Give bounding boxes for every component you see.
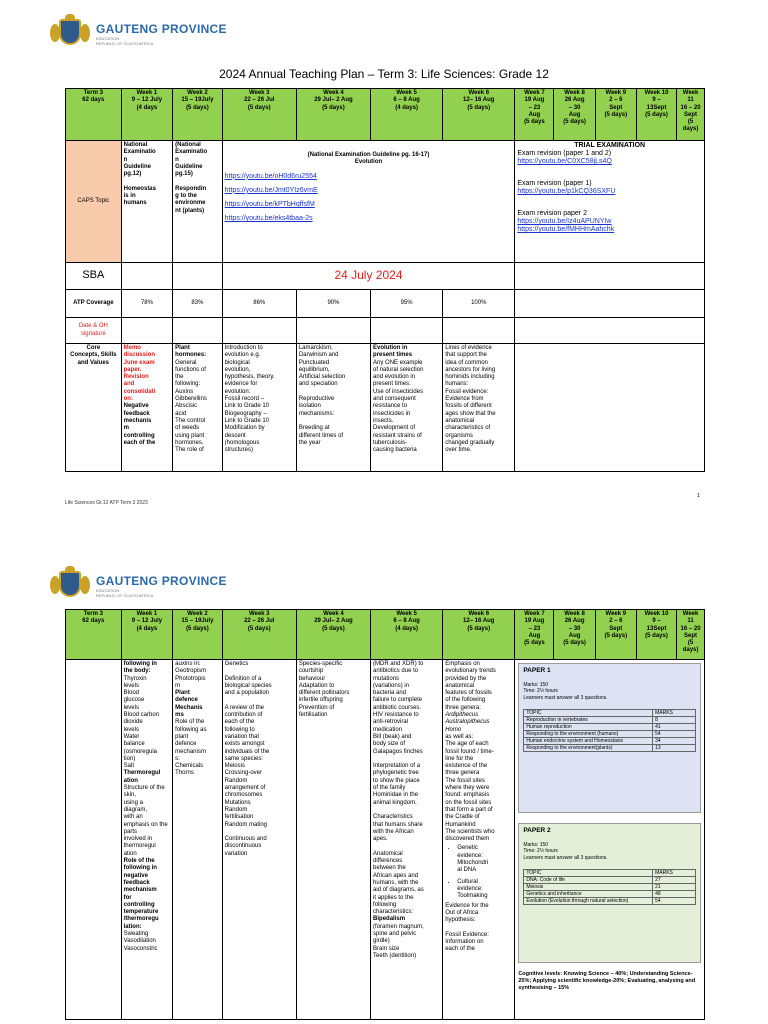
atp-value: 100% xyxy=(443,290,515,318)
week-header: Week 8 26 Aug – 30 Aug (5 days) xyxy=(554,89,595,141)
week-header: Week 3 22 – 26 Jul (5 days) xyxy=(222,610,296,660)
atp-value: 90% xyxy=(296,290,370,318)
exam-info-cell xyxy=(515,660,705,1020)
logo-name: GAUTENG PROVINCE xyxy=(96,21,227,36)
footer-text: Life Sciences Gr.12 ATP Term 3 2023 xyxy=(65,500,148,506)
week-header: Week 11 16 – 20 Sept (5 days) xyxy=(677,89,705,141)
logo xyxy=(50,566,227,606)
caps-week2: (National Examinatio n Guideline pg.15) Respondin g to the environme nt (plants) xyxy=(173,141,222,263)
week-header: Week 4 29 Jul– 2 Aug (5 days) xyxy=(296,610,370,660)
core-week6-continued: Emphasis on evolutionary trends provided by the anatomical features of fossils of the following three genera: Ardipithecus Australopithecus Homo as well as: The age of each fossil found / time- line for the existence of the three genera The fossil sites where they were found: emphasis on the fossil sites that form a part of the Cradle of Humankind The scientists who discovered them • Genetic evidence: Mitochondri al DNA • Cultural evidence: Toolmaking Evidence for the Out of Africa hypothesis: Fossil Evidence: Information on each of the xyxy=(443,660,515,1020)
trial-title: TRIAL EXAMINATION xyxy=(574,142,646,149)
week-header: Week 5 6 – 8 Aug (4 days) xyxy=(371,89,443,141)
caps-week1: National Examinatio n Guideline pg.12) Homeostas is in humans xyxy=(121,141,173,263)
coat-of-arms-icon xyxy=(50,566,90,606)
week-header: Week 4 29 Jul– 2 Aug (5 days) xyxy=(296,89,370,141)
list-item: • Cultural evidence: Toolmaking xyxy=(457,879,512,901)
video-link[interactable]: https://youtu.be/kPTbHqffsfM xyxy=(224,201,315,209)
week-header: Week 6 12– 16 Aug (5 days) xyxy=(443,610,515,660)
core-week1-continued: following in the body: Thyroxin levels Blood glucose levels Blood carbon dioxide levels Water balance (osmoregula tion) Salt Thermoregul ation Structure of the skin, using a diagram, with an emphasis on the parts involved in thermoregul ation Role of the following in negative feedback mechanism for controlling temperature /thermoregu lation: Sweating Vasodilation Vasoconstric xyxy=(121,660,173,1020)
paper1-box: PAPER 1 Marks: 150 Time: 2½ hours Learners must answer all 3 questions. TOPIC MARKS Reproduction in vertebrates 8 Human reproduction 41 Responding to the environment (humans) 54 Human endocrine system and Homeostasis 34 Responding to the environment(plants) 13 xyxy=(518,663,701,813)
week-header: Week 7 19 Aug – 23 Aug (5 days xyxy=(515,610,554,660)
caps-topic-label: CAPS Topic xyxy=(66,141,122,263)
paper2-marks-table: TOPIC MARKS DNA: Code of life 27 Meiosis 21 Genetics and inheritance 48 Evolution (Evolution through natural selection) 54 xyxy=(523,869,696,905)
logo-sub1: EDUCATION xyxy=(96,35,120,41)
core-week4-continued: Species-specific courtship behaviour Adaptation to different pollinators infertile offspring Prevention of fertilisation xyxy=(296,660,370,1020)
atp-value: 83% xyxy=(173,290,222,318)
evolution-title: (National Examination Guideline pg. 16-17) Evolution xyxy=(307,152,430,166)
core-week1: Memo discussion June exam paper. Revision and consolidati on: Negative feedback mechanis m controlling each of the xyxy=(121,344,173,472)
week-header: Week 9 2 – 6 Sept (5 days) xyxy=(595,89,636,141)
atp-value: 86% xyxy=(222,290,296,318)
term-header: Term 3 62 days xyxy=(66,610,122,660)
week-header: Week 1 9 – 12 July (4 days xyxy=(121,610,173,660)
trial-label: Exam revision (paper 1 and 2) xyxy=(517,150,612,157)
video-link[interactable]: https://youtu.be/C0XC58jLs4Q xyxy=(517,158,612,165)
sba-label: SBA xyxy=(66,263,122,290)
week-header: Week 8 26 Aug – 30 Aug (5 days) xyxy=(554,610,595,660)
video-link[interactable]: https://youtu.be/Iz4uAPUNYIw xyxy=(517,218,612,225)
week-header: Week 6 12– 16 Aug (5 days) xyxy=(443,89,515,141)
video-link[interactable]: https://youtu.be/fMHHmAahchk xyxy=(517,226,615,233)
sba-date: 24 July 2024 xyxy=(222,263,515,290)
list-item: • Genetic evidence: Mitochondri al DNA xyxy=(457,845,512,874)
coat-of-arms-icon xyxy=(50,14,90,54)
week-header: Week 9 2 – 6 Sept (5 days) xyxy=(595,610,636,660)
logo-sub2: REPUBLIC OF SOUTH AFRICA xyxy=(96,592,154,598)
video-link[interactable]: https://youtu.be/Jmt0YIz6vmE xyxy=(224,186,318,194)
video-link[interactable]: https://youtu.be/eks4tbaa-2s xyxy=(224,215,313,223)
logo-name: GAUTENG PROVINCE xyxy=(96,573,227,588)
trial-exam-cell xyxy=(515,141,705,263)
evolution-cell xyxy=(222,141,515,263)
teaching-plan-table xyxy=(65,88,705,472)
logo xyxy=(50,14,227,54)
logo-sub2: REPUBLIC OF SOUTH AFRICA xyxy=(96,40,154,46)
logo-sub1: EDUCATION xyxy=(96,587,120,593)
date-hod-label: Date & OH signature xyxy=(66,318,122,344)
week-header: Week 3 22 – 26 Jul (5 days) xyxy=(222,89,296,141)
atp-value: 95% xyxy=(371,290,443,318)
week-header: Week 2 15 – 19July (5 days) xyxy=(173,89,222,141)
week-header: Week 5 6 – 8 Aug (4 days) xyxy=(371,610,443,660)
core-week5-continued: (MDR and XDR) to antibiotics due to mutations (variations) in bacteria and failure to complete antibiotic courses. HIV resistance to anti-retroviral medication Bill (beak) and body size of Galapagos finches Interpretation of a phylogenetic tree to show the place of the family Hominidae in the animal kingdom. Characteristics that humans share with the African apes. Anatomical differences between the African apes and humans, with the aid of diagrams, as it applies to the following characteristics: Bipedalism (foramen magnum, spine and pelvic girdle) Brain size Teeth (dentition) xyxy=(371,660,443,1020)
atp-coverage-label: ATP Coverage xyxy=(66,290,122,318)
video-link[interactable]: https://youtu.be/p1kCQ36SXFU xyxy=(517,188,616,195)
video-link[interactable]: https://youtu.be/oH0d6ru2554 xyxy=(224,172,317,180)
week-header: Week 1 9 – 12 July (4 days xyxy=(121,89,173,141)
week-header: Week 2 15 – 19July (5 days) xyxy=(173,610,222,660)
core-week3: Introduction to evolution e.g. biological evolution, hypothesis, theory. evidence for evolution: Fossil record – Link to Grade 10 Biogeography – Link to Grade 10 Modification by descent (homologous structures) xyxy=(222,344,296,472)
week-header: Week 10 9 – 13Sept (5 days) xyxy=(636,89,676,141)
core-week6: Lines of evidence that support the idea of common ancestors for living hominids including humans: Fossil evidence: Evidence from fossils of different ages show that the anatomical characteristics of organisms changed gradually over time. xyxy=(443,344,515,472)
term-header: Term 3 62 days xyxy=(66,89,122,141)
week-header: Week 10 9 – 13Sept (5 days) xyxy=(636,610,676,660)
week-header: Week 11 16 – 20 Sept (5 days) xyxy=(677,610,705,660)
core-week5: Evolution in present times Any ONE example of natural selection and evolution in present times: Use of insecticides and consequent resistance to insecticides in insects. Development of resistant strains of tuberculosis- causing bacteria xyxy=(371,344,443,472)
trial-label: Exam revision paper 2 xyxy=(517,210,587,217)
paper1-marks-table: TOPIC MARKS Reproduction in vertebrates 8 Human reproduction 41 Responding to the environment (humans) 54 Human endocrine system and Homeostasis 34 Responding to the environment(plants) 13 xyxy=(523,709,696,752)
atp-value: 78% xyxy=(121,290,173,318)
core-week2: Plant hormones: General functions of the following: Auxins Gibberellins Abscisic acid The control of weeds using plant hormones. The role of xyxy=(173,344,222,472)
core-week2-continued: auxins in: Geotropism Phototropis m Plant defence Mechanis ms Role of the following as plant defence mechanism s: Chemicals Thorns xyxy=(173,660,222,1020)
teaching-plan-table-continued xyxy=(65,609,705,1020)
trial-label: Exam revision (paper 1) xyxy=(517,180,592,187)
core-week3-continued: Genetics Definition of a biological species and a population A review of the contribution of each of the following to variation that exists amongst individuals of the same species: Meiosis Crossing-over Random arrangement of chromosomes Mutations Random fertilisation Random mating Continuous and discontinuous variation xyxy=(222,660,296,1020)
page-title: 2024 Annual Teaching Plan – Term 3: Life Sciences: Grade 12 xyxy=(219,67,549,81)
page-number: 1 xyxy=(697,493,700,499)
cognitive-levels: Cognitive levels: Knowing Science – 40%; Understanding Science-25%; Applying scientific knowledge-20%; Evaluating, analysing and synthesising – 15% xyxy=(518,971,696,991)
paper2-box: PAPER 2 Marks: 150 Time: 2½ hours Learners must answer all 3 questions. TOPIC MARKS DNA: Code of life 27 Meiosis 21 Genetics and inheritance 48 Evolution (Evolution through natural selection) 54 xyxy=(518,823,701,963)
core-week4: Lamarckism, Darwinism and Punctuated equilibrium, Artificial selection and speciation Reproductive isolation mechanisms: Breeding at different times of the year xyxy=(296,344,370,472)
week-header: Week 7 19 Aug – 23 Aug (5 days xyxy=(515,89,554,141)
core-concepts-label: Core Concepts, Skills and Values xyxy=(66,344,122,472)
